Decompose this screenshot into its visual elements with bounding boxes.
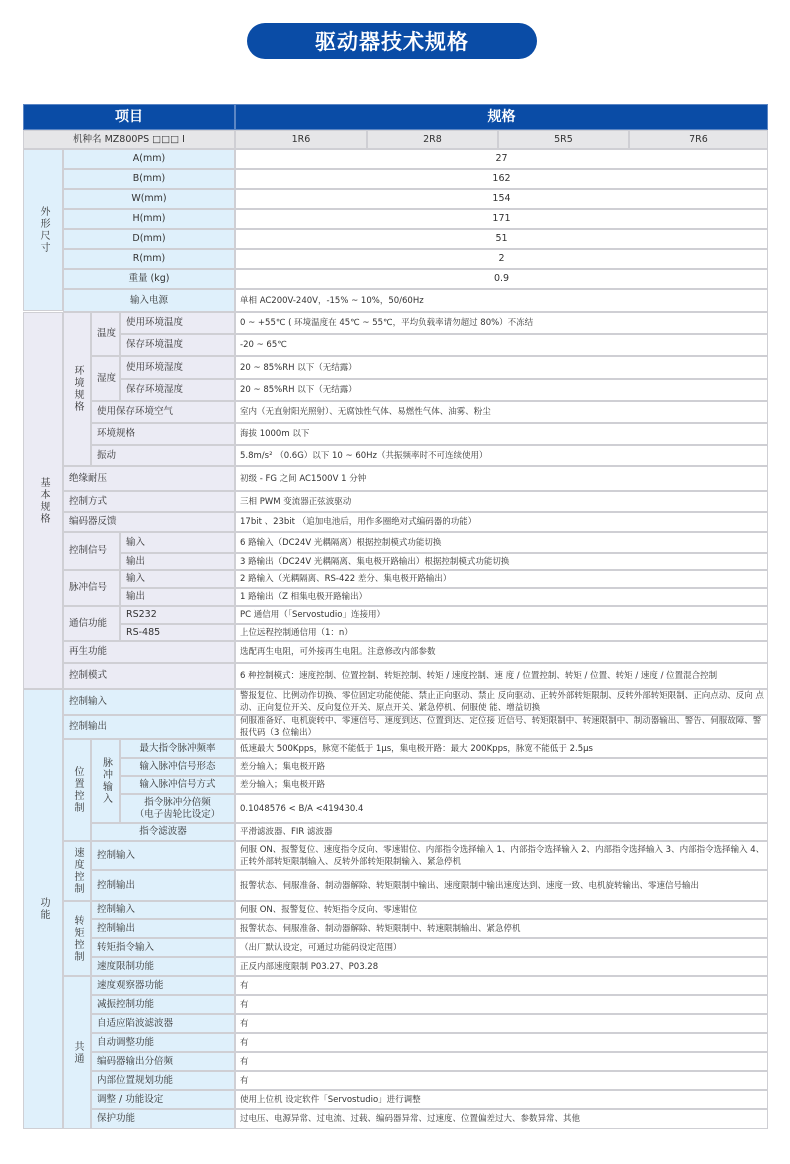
basic-label: 控制方式 [63, 491, 235, 512]
group-pulse-input: 脉冲输入 [91, 739, 120, 823]
func-ctrl-out-label: 控制输出 [63, 715, 235, 739]
control-signal-in-label: 输入 [120, 532, 235, 553]
group-basic-specs: 基本规格 [23, 312, 63, 689]
common-value: 有 [235, 1033, 768, 1052]
env-value: 5.8m/s² （0.6G）以下 10 ~ 60Hz（共振频率时不可连续使用） [235, 445, 768, 466]
dim-value: 162 [235, 169, 768, 189]
group-functions: 功能 [23, 689, 63, 1129]
group-common: 共通 [63, 976, 91, 1129]
model-7r6: 7R6 [629, 130, 768, 149]
speed-value: 伺服 ON、报警复位、速度指令反向、零速钳位、内部指令选择输入 1、内部指令选择输入 2、内部指令选择输入 3、内部指令选择输入 4、正转外部转矩限制输入、反转外部转矩限制输入、紧急停机 [235, 841, 768, 870]
pulse-signal-in-value: 2 路输入（光耦隔离、RS-422 差分、集电极开路输出） [235, 570, 768, 588]
torque-label: 控制输出 [91, 919, 235, 938]
env-value: 海拔 1000m 以下 [235, 423, 768, 445]
common-value: 有 [235, 995, 768, 1014]
group-speed-control: 速度控制 [63, 841, 91, 901]
common-value: 有 [235, 976, 768, 995]
position-value: 差分输入；集电极开路 [235, 758, 768, 776]
speed-value: 报警状态、伺服准备、制动器解除、转矩限制中输出、速度限制中输出速度达到、速度一致、电机旋转输出、零速信号输出 [235, 870, 768, 901]
common-value: 使用上位机 设定软件「Servostudio」进行调整 [235, 1090, 768, 1109]
dim-value: 154 [235, 189, 768, 209]
env-label: 保存环境湿度 [120, 379, 235, 401]
dim-label: 输入电源 [63, 289, 235, 312]
position-value: 0.1048576 < B/A <419430.4 [235, 794, 768, 823]
env-value: 0 ~ +55℃ ( 环境温度在 45℃ ~ 55℃，平均负载率请勿超过 80%）不冻结 [235, 312, 768, 334]
env-label: 使用保存环境空气 [91, 401, 235, 423]
common-label: 编码器输出分倍频 [91, 1052, 235, 1071]
model-1r6: 1R6 [235, 130, 367, 149]
torque-value: 伺服 ON、报警复位、转矩指令反向、零速钳位 [235, 901, 768, 919]
header-spec: 规格 [235, 104, 768, 130]
page-title: 驱动器技术规格 [247, 23, 537, 59]
position-value: 低速最大 500Kpps，脉宽不能低于 1μs，集电极开路：最大 200Kpps，脉宽不能低于 2.5μs [235, 739, 768, 758]
control-mode-label: 控制模式 [63, 663, 235, 689]
func-ctrl-out-value: 伺服准备好、电机旋转中、零速信号、速度到达、位置到达、定位接 近信号、转矩限制中、转速限制中、制动器输出、警告、伺服故障、警报代码（3 位输出） [235, 715, 768, 739]
func-ctrl-in-value: 警报复位、比例动作切换、零位固定功能使能、禁止正向驱动、禁止 反向驱动、正转外部转矩限制、反转外部转矩限制、正向点动、反向 点动、正向复位开关、反向复位开关、原点开关、紧急停机、伺服使 能、增益切换 [235, 689, 768, 715]
model-5r5: 5R5 [498, 130, 629, 149]
regen-value: 选配再生电阻，可外接再生电阻。注意修改内部参数 [235, 641, 768, 663]
header-item: 项目 [23, 104, 235, 130]
common-label: 减振控制功能 [91, 995, 235, 1014]
filter-label: 指令滤波器 [91, 823, 235, 841]
position-label: 最大指令脉冲频率 [120, 739, 235, 758]
group-environment: 环境规格 [63, 312, 91, 466]
position-label: 输入脉冲信号形态 [120, 758, 235, 776]
dim-label: W(mm) [63, 189, 235, 209]
basic-label: 编码器反馈 [63, 512, 235, 532]
dim-value: 单相 AC200V-240V，-15% ~ 10%，50/60Hz [235, 289, 768, 312]
dim-value: 51 [235, 229, 768, 249]
position-label-gear [120, 794, 235, 823]
basic-value: 17bit 、23bit （追加电池后，用作多圈绝对式编码器的功能） [235, 512, 768, 532]
position-label-line2: （电子齿轮比设定） [134, 808, 221, 820]
torque-value: （出厂默认设定，可通过功能码设定范围） [235, 938, 768, 957]
rs485-label: RS-485 [120, 624, 235, 641]
env-label: 使用环境温度 [120, 312, 235, 334]
pulse-signal-in-label: 输入 [120, 570, 235, 588]
basic-value: 三相 PWM 变流器正弦波驱动 [235, 491, 768, 512]
env-label: 使用环境湿度 [120, 356, 235, 379]
basic-label: 绝缘耐压 [63, 466, 235, 491]
control-signal-in-value: 6 路输入（DC24V 光耦隔离）根据控制模式功能切换 [235, 532, 768, 553]
dim-label: H(mm) [63, 209, 235, 229]
dim-label: D(mm) [63, 229, 235, 249]
basic-value: 初级 - FG 之间 AC1500V 1 分钟 [235, 466, 768, 491]
control-signal-label: 控制信号 [63, 532, 120, 570]
common-label: 自适应陷波滤波器 [91, 1014, 235, 1033]
speed-label: 控制输入 [91, 841, 235, 870]
env-value: 20 ~ 85%RH 以下（无结露） [235, 356, 768, 379]
dim-value: 27 [235, 149, 768, 169]
group-humidity: 湿度 [91, 356, 120, 401]
group-torque-control: 转矩控制 [63, 901, 91, 976]
env-label: 环境规格 [91, 423, 235, 445]
filter-value: 平滑滤波器、FIR 滤波器 [235, 823, 768, 841]
group-position-control: 位置控制 [63, 739, 91, 841]
dim-label: B(mm) [63, 169, 235, 189]
func-ctrl-in-label: 控制输入 [63, 689, 235, 715]
common-value: 有 [235, 1071, 768, 1090]
torque-label: 转矩指令输入 [91, 938, 235, 957]
regen-label: 再生功能 [63, 641, 235, 663]
common-label: 内部位置规划功能 [91, 1071, 235, 1090]
env-label: 振动 [91, 445, 235, 466]
control-signal-out-label: 输出 [120, 553, 235, 570]
rs232-value: PC 通信用（「Servostudio」连接用） [235, 606, 768, 624]
env-label: 保存环境温度 [120, 334, 235, 356]
pulse-signal-out-label: 输出 [120, 588, 235, 606]
pulse-signal-label: 脉冲信号 [63, 570, 120, 606]
env-value: -20 ~ 65℃ [235, 334, 768, 356]
control-signal-out-value: 3 路输出（DC24V 光耦隔离、集电极开路输出）根据控制模式功能切换 [235, 553, 768, 570]
position-label-line1: 指令脉冲分倍频 [144, 796, 211, 808]
torque-value: 正反内部速度限制 P03.27、P03.28 [235, 957, 768, 976]
dim-label: R(mm) [63, 249, 235, 269]
rs232-label: RS232 [120, 606, 235, 624]
model-2r8: 2R8 [367, 130, 498, 149]
common-label: 调整 / 功能设定 [91, 1090, 235, 1109]
torque-label: 速度限制功能 [91, 957, 235, 976]
env-value: 室内（无直射阳光照射）、无腐蚀性气体、易燃性气体、油雾、粉尘 [235, 401, 768, 423]
common-value: 有 [235, 1014, 768, 1033]
pulse-signal-out-value: 1 路输出（Z 相集电极开路输出） [235, 588, 768, 606]
position-value: 差分输入；集电极开路 [235, 776, 768, 794]
rs485-value: 上位远程控制通信用（1：n） [235, 624, 768, 641]
common-label: 自动调整功能 [91, 1033, 235, 1052]
common-label: 保护功能 [91, 1109, 235, 1129]
position-label: 输入脉冲信号方式 [120, 776, 235, 794]
group-dimensions: 外形尺寸 [23, 149, 63, 311]
dim-value: 0.9 [235, 269, 768, 289]
speed-label: 控制输出 [91, 870, 235, 901]
torque-label: 控制输入 [91, 901, 235, 919]
control-mode-value: 6 种控制模式：速度控制、位置控制、转矩控制、转矩 / 速度控制、速 度 / 位置控制、转矩 / 位置、转矩 / 速度 / 位置混合控制 [235, 663, 768, 689]
torque-value: 报警状态、伺服准备、制动器解除、转矩限制中、转速限制输出、紧急停机 [235, 919, 768, 938]
env-value: 20 ~ 85%RH 以下（无结露） [235, 379, 768, 401]
dim-label: 重量 (kg) [63, 269, 235, 289]
dim-value: 2 [235, 249, 768, 269]
common-value: 过电压、电源异常、过电流、过载、编码器异常、过速度、位置偏差过大、参数异常、其他 [235, 1109, 768, 1129]
common-label: 速度观察器功能 [91, 976, 235, 995]
common-value: 有 [235, 1052, 768, 1071]
group-temperature: 温度 [91, 312, 120, 356]
dim-value: 171 [235, 209, 768, 229]
comm-label: 通信功能 [63, 606, 120, 641]
dim-label: A(mm) [63, 149, 235, 169]
model-name-label: 机种名 MZ800PS □□□ I [23, 130, 235, 149]
